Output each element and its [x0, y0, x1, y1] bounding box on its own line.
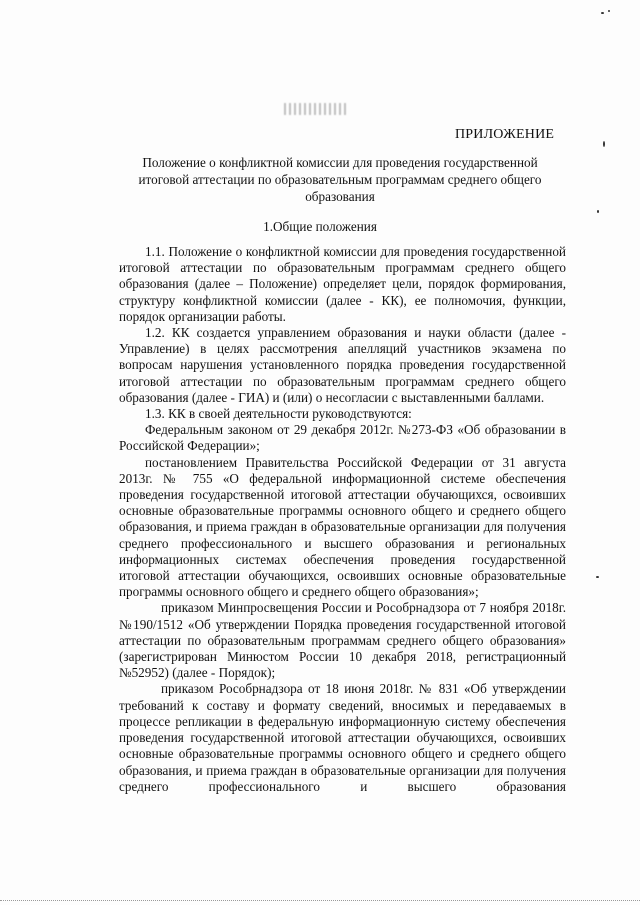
section-heading: 1.Общие положения [263, 219, 377, 234]
paragraph-federal-law: Федеральным законом от 29 декабря 2012г. №273-ФЗ «Об образовании в Российской Федерации»; [119, 422, 566, 454]
scan-speck [597, 210, 599, 213]
document-body [119, 240, 566, 795]
paragraph-1-1: 1.1. Положение о конфликтной комиссии для проведения государственной итоговой аттестации по образовательным программам среднего общего образования (далее – Положение) определяет цели, порядок формирования, структуру конфликтной комиссии (далее - КК), ее полномочия, функции, порядок организации работы. [119, 244, 566, 324]
document-title: Положение о конфликтной комиссии для проведения государственной итоговой аттестации по образовательным программам среднего общего образования [138, 155, 542, 204]
paragraph-government-decree: постановлением Правительства Российской Федерации от 31 августа 2013г. № 755 «О федеральной информационной системе обеспечения проведения государственной итоговой аттестации обучающихся, освоивших основные образовательные программы основного общего и среднего общего образования, и приема граждан в образовательные организации для получения среднего профессионального и высшего образования и региональных информационных системах обеспечения проведения государственной итоговой аттестации обучающихся, освоивших основные образовательные программы основного общего и среднего общего образования»; [119, 454, 566, 600]
scan-speck [596, 576, 599, 578]
faded-stamp [284, 103, 346, 115]
scan-speck [601, 12, 604, 14]
paragraph-1-2: 1.2. КК создается управлением образования и науки области (далее - Управление) в целях рассмотрения апелляций участников экзамена по вопросам нарушения установленного порядка проведения государственной итоговой аттестации по образовательным программам среднего общего образования (далее - ГИА) и (или) о несогласии с выставленными баллами. [119, 325, 566, 405]
paragraph-order-831: приказом Рособрнадзора от 18 июня 2018г. № 831 «Об утверждении требований к составу и формату сведений, вносимых и передаваемых в процессе репликации в федеральную информационную систему обеспечения проведения государственной итоговой аттестации обучающихся, освоивших основные образовательные программы основного общего и среднего общего образования, и приема граждан в образовательные организации для получения среднего профессионального и высшего образования [119, 681, 566, 794]
page-bottom-edge [0, 899, 640, 901]
scan-speck [608, 10, 610, 12]
paragraph-order-190-1512: приказом Минпросвещения России и Рособрнадзора от 7 ноября 2018г. №190/1512 «Об утверждении Порядка проведения государственной итоговой аттестации по образовательным программам среднего общего образования» (зарегистрирован Минюстом России 10 декабря 2018, регистрационный №52952) (далее - Порядок); [119, 600, 566, 681]
appendix-label: ПРИЛОЖЕНИЕ [455, 127, 555, 142]
paragraph-1-3: 1.3. КК в своей деятельности руководствуются: [145, 406, 412, 422]
scan-speck [603, 141, 605, 147]
